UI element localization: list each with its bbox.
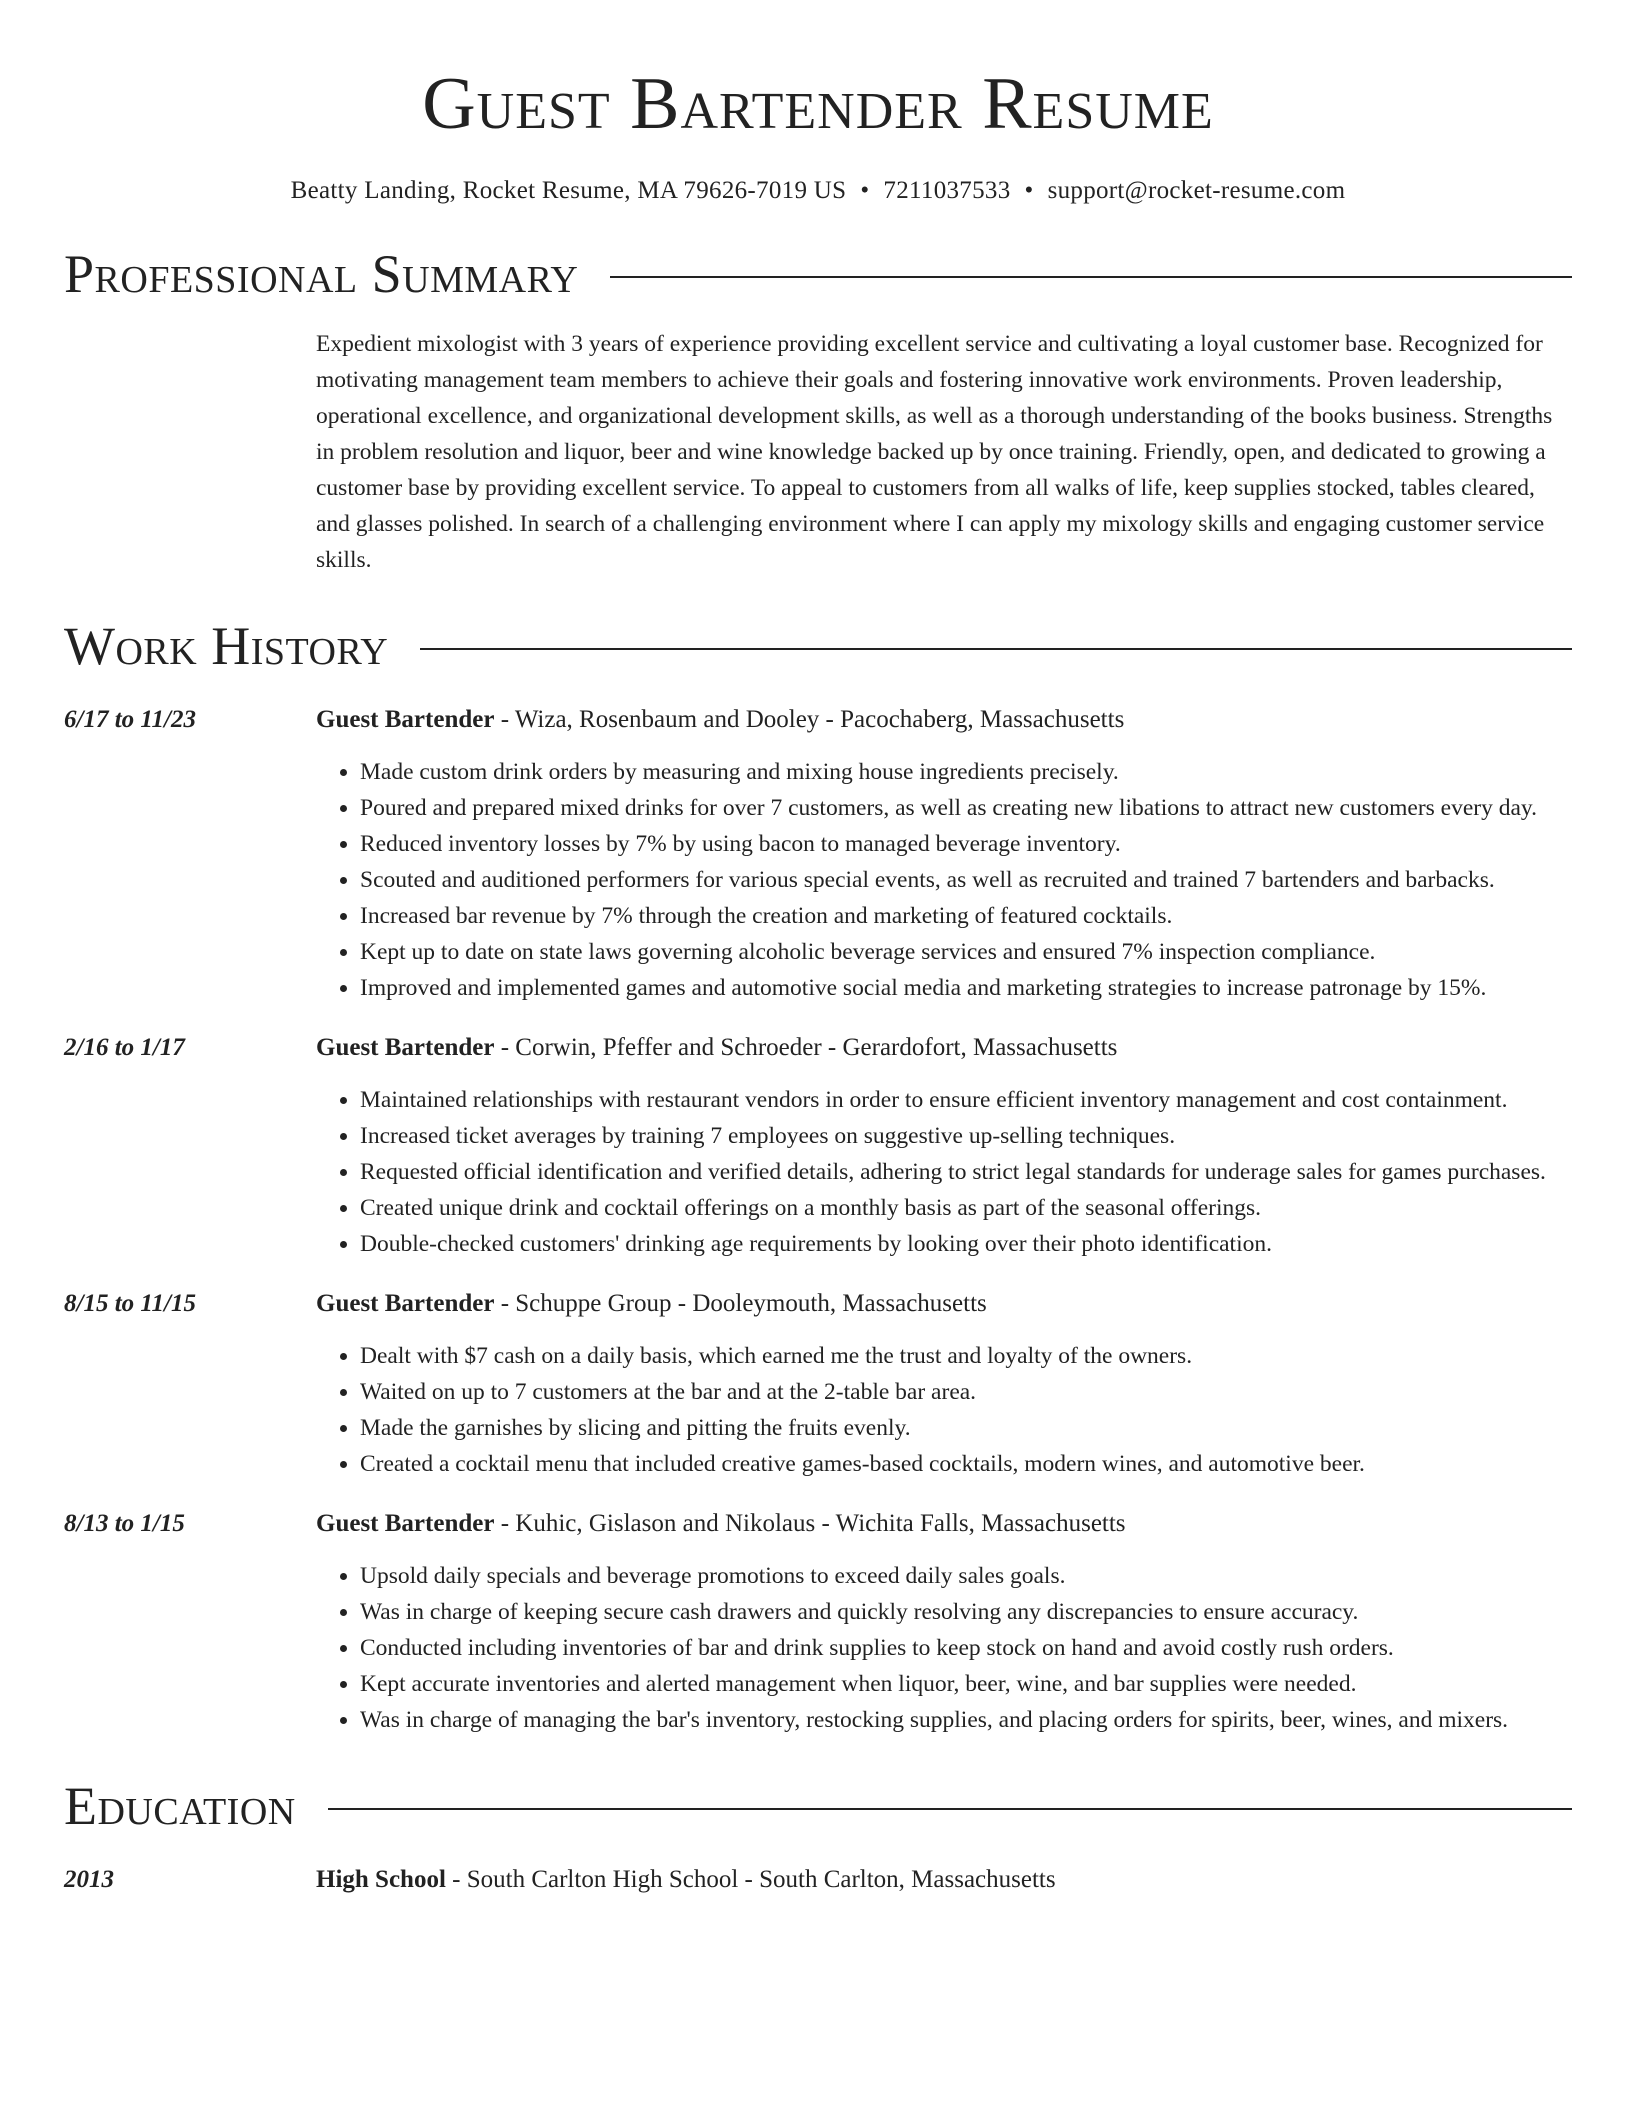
job-bullet-item: • Scouted and auditioned performers for various special events, as well as recruited and trained 7 bartenders and barbacks. bbox=[360, 862, 1572, 898]
job-body bbox=[316, 702, 1572, 1006]
contact-separator: • bbox=[1024, 177, 1034, 204]
job-dates: 2/16 to 1/17 bbox=[64, 1034, 185, 1061]
job-bullet-item: • Increased bar revenue by 7% through the creation and marketing of featured cocktails. bbox=[360, 898, 1572, 934]
job-bullets bbox=[316, 1082, 1572, 1262]
job-bullets bbox=[316, 754, 1572, 1006]
contact-email[interactable]: support@rocket-resume.com bbox=[1047, 177, 1346, 204]
section-divider bbox=[420, 648, 1572, 650]
contact-line bbox=[64, 176, 1572, 206]
job-header bbox=[316, 1030, 1572, 1066]
work-history-list bbox=[64, 702, 1572, 1738]
job-dates: 6/17 to 11/23 bbox=[64, 706, 196, 733]
job-bullet-item: • Dealt with $7 cash on a daily basis, which earned me the trust and loyalty of the owners. bbox=[360, 1338, 1572, 1374]
job-role: Guest Bartender bbox=[316, 1510, 495, 1537]
job-bullet-item: • Was in charge of keeping secure cash drawers and quickly resolving any discrepancies to ensure accuracy. bbox=[360, 1594, 1572, 1630]
job-bullet-item: • Created a cocktail menu that included creative games-based cocktails, modern wines, and automotive beer. bbox=[360, 1446, 1572, 1482]
job-bullet-item: • Made the garnishes by slicing and pitting the fruits evenly. bbox=[360, 1410, 1572, 1446]
contact-phone: 7211037533 bbox=[883, 177, 1011, 204]
job-bullet-item: • Improved and implemented games and automotive social media and marketing strategies to increase patronage by 15%. bbox=[360, 970, 1572, 1006]
job-body bbox=[316, 1030, 1572, 1262]
job-bullet-item: • Conducted including inventories of bar and drink supplies to keep stock on hand and avoid costly rush orders. bbox=[360, 1630, 1572, 1666]
work-section-header bbox=[64, 616, 1572, 676]
job-header bbox=[316, 1506, 1572, 1542]
job-bullets bbox=[316, 1558, 1572, 1738]
job-bullet-item: • Increased ticket averages by training 7 employees on suggestive up-selling techniques. bbox=[360, 1118, 1572, 1154]
job-bullet-item: • Was in charge of managing the bar's inventory, restocking supplies, and placing orders for spirits, beer, wines, and mixers. bbox=[360, 1702, 1572, 1738]
job-role: Guest Bartender bbox=[316, 1290, 495, 1317]
job-employer-location: - Corwin, Pfeffer and Schroeder - Gerardofort, Massachusetts bbox=[494, 1034, 1118, 1061]
job-bullet-item: • Kept accurate inventories and alerted management when liquor, beer, wine, and bar supplies were needed. bbox=[360, 1666, 1572, 1702]
job-bullet-item: • Upsold daily specials and beverage promotions to exceed daily sales goals. bbox=[360, 1558, 1572, 1594]
contact-address: Beatty Landing, Rocket Resume, MA 79626-7019 US bbox=[290, 177, 847, 204]
education-school-location: - South Carlton High School - South Carlton, Massachusetts bbox=[445, 1866, 1056, 1893]
resume-title: Guest Bartender Resume bbox=[422, 63, 1214, 145]
education-heading: Education bbox=[64, 1776, 296, 1836]
job-bullet-item: • Requested official identification and verified details, adhering to strict legal standards for underage sales for games purchases. bbox=[360, 1154, 1572, 1190]
job-bullet-item: • Waited on up to 7 customers at the bar and at the 2-table bar area. bbox=[360, 1374, 1572, 1410]
job-bullet-item: • Made custom drink orders by measuring and mixing house ingredients precisely. bbox=[360, 754, 1572, 790]
education-degree: High School bbox=[316, 1866, 446, 1893]
job-bullet-item: • Maintained relationships with restaurant vendors in order to ensure efficient inventory management and cost containment. bbox=[360, 1082, 1572, 1118]
job-entry bbox=[64, 702, 1572, 1006]
job-body bbox=[316, 1506, 1572, 1738]
job-bullets bbox=[316, 1338, 1572, 1482]
job-dates: 8/15 to 11/15 bbox=[64, 1290, 196, 1317]
education-entry bbox=[64, 1862, 1572, 1898]
resume-page bbox=[64, 0, 1572, 1898]
job-bullet-item: • Poured and prepared mixed drinks for over 7 customers, as well as creating new libations to attract new customers every day. bbox=[360, 790, 1572, 826]
summary-text: Expedient mixologist with 3 years of experience providing excellent service and cultivating a loyal customer base. Recognized for motivating management team members to achieve their goals and fostering innovative work environments. Proven leadership, operational excellence, and organizational development skills, as well as a thorough understanding of the books business. Strengths in problem resolution and liquor, beer and wine knowledge backed up by once training. Friendly, open, and dedicated to growing a customer base by providing excellent service. To appeal to customers from all walks of life, keep supplies stocked, tables cleared, and glasses polished. In search of a challenging environment where I can apply my mixology skills and engaging customer service skills. bbox=[316, 331, 1553, 573]
job-header bbox=[316, 1286, 1572, 1322]
job-bullet-item: • Created unique drink and cocktail offerings on a monthly basis as part of the seasonal offerings. bbox=[360, 1190, 1572, 1226]
section-divider bbox=[610, 276, 1572, 278]
job-header bbox=[316, 702, 1572, 738]
job-role: Guest Bartender bbox=[316, 706, 495, 733]
job-entry bbox=[64, 1506, 1572, 1738]
job-body bbox=[316, 1286, 1572, 1482]
job-role: Guest Bartender bbox=[316, 1034, 495, 1061]
education-body bbox=[316, 1862, 1572, 1898]
job-employer-location: - Wiza, Rosenbaum and Dooley - Pacochaberg, Massachusetts bbox=[494, 706, 1125, 733]
job-employer-location: - Kuhic, Gislason and Nikolaus - Wichita Falls, Massachusetts bbox=[494, 1510, 1126, 1537]
summary-heading: Professional Summary bbox=[64, 244, 579, 304]
job-bullet-item: • Kept up to date on state laws governing alcoholic beverage services and ensured 7% inspection compliance. bbox=[360, 934, 1572, 970]
job-dates: 8/13 to 1/15 bbox=[64, 1510, 185, 1537]
job-employer-location: - Schuppe Group - Dooleymouth, Massachusetts bbox=[494, 1290, 987, 1317]
section-divider bbox=[328, 1808, 1572, 1810]
education-dates: 2013 bbox=[64, 1866, 114, 1893]
education-list bbox=[64, 1862, 1572, 1898]
job-bullet-item: • Double-checked customers' drinking age requirements by looking over their photo identification. bbox=[360, 1226, 1572, 1262]
education-header bbox=[316, 1862, 1572, 1898]
summary-section-header bbox=[64, 244, 1572, 304]
job-entry bbox=[64, 1286, 1572, 1482]
contact-separator: • bbox=[860, 177, 870, 204]
job-bullet-item: • Reduced inventory losses by 7% by using bacon to managed beverage inventory. bbox=[360, 826, 1572, 862]
job-entry bbox=[64, 1030, 1572, 1262]
education-section-header bbox=[64, 1776, 1572, 1836]
work-heading: Work History bbox=[64, 616, 389, 676]
